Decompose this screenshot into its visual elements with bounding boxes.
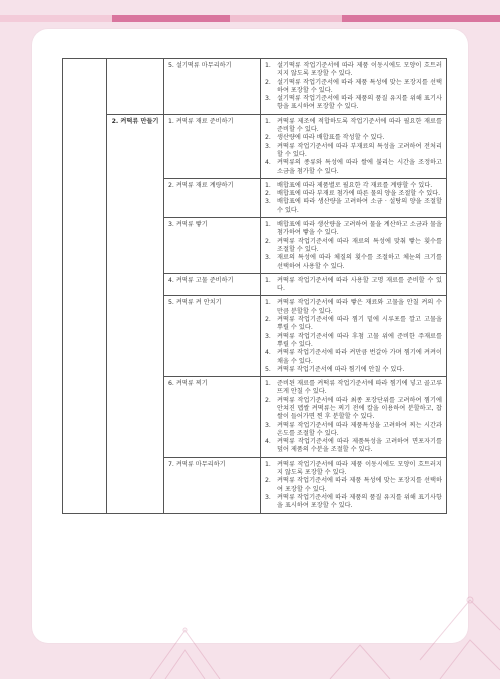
criteria-text: 켜떡류 작업기준서에 따라 찜기에 안칠 수 있다.	[277, 365, 405, 373]
table-row	[63, 377, 447, 458]
criteria-number: 4.	[265, 349, 271, 357]
criteria-number: 1.	[265, 62, 271, 69]
blank-column-cell	[63, 59, 107, 514]
element-cell: 4. 켜떡류 고물 준비하기	[164, 273, 261, 296]
element-cell: 1. 켜떡류 재료 준비하기	[164, 114, 261, 178]
criteria-number: 2.	[265, 78, 271, 86]
criteria-number: 2.	[265, 237, 271, 245]
criteria-number: 1.	[265, 460, 271, 468]
criteria-number: 3.	[265, 421, 271, 429]
criteria-item	[265, 366, 442, 374]
criteria-item	[265, 238, 442, 255]
criteria-number: 1.	[265, 380, 271, 388]
criteria-number: 1.	[265, 299, 271, 307]
criteria-number: 1.	[265, 276, 271, 284]
criteria-text: 켜떡류 작업기준서에 따라 재료의 특성에 맞춰 빻는 횟수를 조절할 수 있다.	[277, 237, 442, 253]
criteria-number: 2.	[265, 316, 271, 324]
unit-cell	[107, 218, 164, 274]
table-row	[63, 114, 447, 178]
criteria-item	[265, 95, 442, 112]
criteria-text: 켜떡류 작업기준서에 따라 부재료의 특성을 고려하여 전처리할 수 있다.	[277, 142, 442, 158]
criteria-text: 설기떡류 작업기준서에 따라 제품의 품질 유지를 위해 표기사항을 표시하여 포장할 수 있다.	[277, 95, 442, 111]
criteria-item	[265, 461, 442, 478]
criteria-text: 배합표에 따라 부재료 첨가에 따른 물의 양을 조절할 수 있다.	[277, 190, 441, 198]
element-cell: 5. 설기떡류 마무리하기	[164, 59, 261, 115]
criteria-cell	[261, 377, 447, 458]
top-color-bar	[0, 15, 500, 22]
criteria-number: 1.	[265, 117, 271, 125]
criteria-number: 5.	[265, 365, 271, 373]
criteria-item	[265, 422, 442, 439]
criteria-item	[265, 134, 442, 142]
criteria-number: 2.	[265, 190, 271, 198]
criteria-number: 3.	[265, 332, 271, 340]
unit-cell	[107, 296, 164, 377]
criteria-item	[265, 118, 442, 135]
criteria-text: 켜떡류 작업기준서에 따라 찜기 밑에 시루포를 깔고 고물을 뿌릴 수 있다.	[277, 316, 442, 332]
criteria-text: 켜떡류 작업기준서에 따라 사용할 고명 재료를 준비할 수 있다.	[277, 276, 442, 293]
competency-table	[62, 58, 447, 514]
criteria-number: 3.	[265, 493, 271, 501]
criteria-item	[265, 143, 442, 160]
criteria-text: 생산량에 따라 배합표를 작성할 수 있다.	[277, 134, 385, 142]
criteria-number: 2.	[265, 477, 271, 485]
criteria-item	[265, 494, 442, 511]
criteria-text: 켜떡류의 종류와 특성에 따라 쌀에 불리는 시간을 조정하고 소금을 첨가할 수 있다.	[277, 159, 442, 175]
criteria-number: 2.	[265, 134, 271, 142]
criteria-text: 켜떡류 작업기준서에 따라 후첨 고물 위에 준비한 주재료를 뿌릴 수 있다.	[277, 332, 442, 348]
unit-cell	[107, 377, 164, 458]
criteria-text: 준비된 재료를 켜떡류 작업기준서에 따라 찜기에 넣고 골고루 뜨게 안칠 수 있다.	[277, 380, 442, 396]
criteria-cell	[261, 273, 447, 296]
criteria-number: 4.	[265, 438, 271, 446]
criteria-number: 3.	[265, 142, 271, 150]
criteria-cell	[261, 178, 447, 217]
criteria-text: 켜떡류 작업기준서에 따라 제품특성을 고려하여 찌는 시간과 온도를 조절할 수 있다.	[277, 421, 442, 437]
unit-title: 2. 켜떡류 만들기	[111, 117, 159, 125]
criteria-number: 3.	[265, 95, 271, 103]
criteria-item	[265, 333, 442, 350]
criteria-cell	[261, 296, 447, 377]
element-cell: 3. 켜떡류 빻기	[164, 218, 261, 274]
criteria-text: 켜떡류 작업기준서에 따라 켜만큼 번갈아 가며 찜기에 켜켜이 채울 수 있다.	[277, 349, 442, 365]
criteria-item	[265, 316, 442, 333]
criteria-text: 배합표에 따라 생산량을 고려하여 물을 계산하고 소금과 물을 첨가하여 빻을 수 있다.	[277, 221, 442, 237]
element-cell: 6. 켜떡류 찌기	[164, 377, 261, 458]
element-cell: 5. 켜떡류 켜 안치기	[164, 296, 261, 377]
criteria-number: 4.	[265, 159, 271, 167]
criteria-number: 2.	[265, 396, 271, 404]
element-cell: 7. 켜떡류 마무리하기	[164, 457, 261, 513]
criteria-number: 1.	[265, 181, 271, 189]
criteria-item	[265, 299, 442, 316]
criteria-item	[265, 397, 442, 422]
criteria-text: 켜떡류 작업기준서에 따라 제품의 품질 유지를 위해 표기사항을 표시하여 포장할 수 있다.	[277, 493, 442, 510]
table-row	[63, 296, 447, 377]
criteria-item	[265, 221, 442, 238]
criteria-text: 켜떡류 작업기준서에 따라 제품 이동시에도 모양이 흐트러지지 않도록 포장할 수 있다.	[277, 460, 442, 477]
criteria-item	[265, 159, 442, 176]
table-row	[63, 59, 447, 115]
criteria-list	[265, 182, 442, 215]
criteria-cell	[261, 457, 447, 513]
criteria-list	[265, 221, 442, 271]
criteria-text: 재료의 특성에 따라 체질의 횟수를 조절하고 체눈의 크기를 선택하여 사용할 수 있다.	[277, 254, 442, 270]
criteria-list	[265, 299, 442, 374]
unit-cell	[107, 178, 164, 217]
table-row	[63, 178, 447, 217]
criteria-item	[265, 477, 442, 494]
unit-cell	[107, 457, 164, 513]
criteria-text: 켜떡류 작업기준서에 따라 제품특성을 고려하여 면포자기를 덮어 제품의 수분을 조절할 수 있다.	[277, 438, 442, 454]
criteria-list	[265, 277, 442, 294]
criteria-list	[265, 118, 442, 176]
criteria-item	[265, 380, 442, 397]
table-row	[63, 218, 447, 274]
criteria-cell	[261, 218, 447, 274]
criteria-text: 켜떡류 작업기준서에 따라 제품 특성에 맞는 포장지를 선택하여 포장할 수 있다.	[277, 477, 442, 493]
criteria-list	[265, 461, 442, 511]
criteria-text: 설기떡류 작업기준서에 따라 제품 특성에 맞는 포장지를 선택하여 포장할 수 있다.	[277, 78, 442, 94]
unit-cell	[107, 59, 164, 115]
criteria-text: 켜떡류 작업기준서에 따라 최종 포장단위를 고려하여 찜기에 안쳐진 멥쌀 켜떡류는 찌기 전에 칼을 이용하여 분할하고, 찹쌀이 들어가면 찐 후 분할할 수 있다.	[277, 396, 442, 421]
criteria-item	[265, 79, 442, 96]
criteria-text: 켜떡류 작업기준서에 따라 빻은 재료와 고물을 안칠 켜의 수만큼 분할할 수 있다.	[277, 299, 442, 315]
criteria-item	[265, 349, 442, 366]
criteria-cell	[261, 114, 447, 178]
element-cell: 2. 켜떡류 재료 계량하기	[164, 178, 261, 217]
criteria-text: 배합표에 따라 제품별로 필요한 각 재료를 계량할 수 있다.	[277, 181, 433, 189]
criteria-item	[265, 438, 442, 455]
criteria-list	[265, 62, 442, 112]
criteria-number: 3.	[265, 198, 271, 206]
table-row	[63, 273, 447, 296]
criteria-number: 3.	[265, 254, 271, 262]
criteria-item	[265, 62, 442, 79]
decorative-pattern	[0, 560, 500, 679]
criteria-item	[265, 198, 442, 215]
criteria-cell	[261, 59, 447, 115]
criteria-text: 배합표에 따라 생산량을 고려하여 소금 · 설탕의 양을 조절할 수 있다.	[277, 198, 442, 214]
criteria-item	[265, 277, 442, 294]
criteria-list	[265, 380, 442, 455]
table-row	[63, 457, 447, 513]
unit-cell	[107, 114, 164, 178]
criteria-item	[265, 182, 442, 190]
unit-cell	[107, 273, 164, 296]
criteria-text: 켜떡류 제조에 적합하도록 작업기준서에 따라 필요한 재료를 준비할 수 있다.	[277, 117, 442, 134]
criteria-text: 설기떡류 작업기준서에 따라 제품 이동시에도 모양이 흐트러지지 않도록 포장할 수 있다.	[277, 62, 442, 78]
criteria-item	[265, 254, 442, 271]
criteria-number: 1.	[265, 221, 271, 229]
